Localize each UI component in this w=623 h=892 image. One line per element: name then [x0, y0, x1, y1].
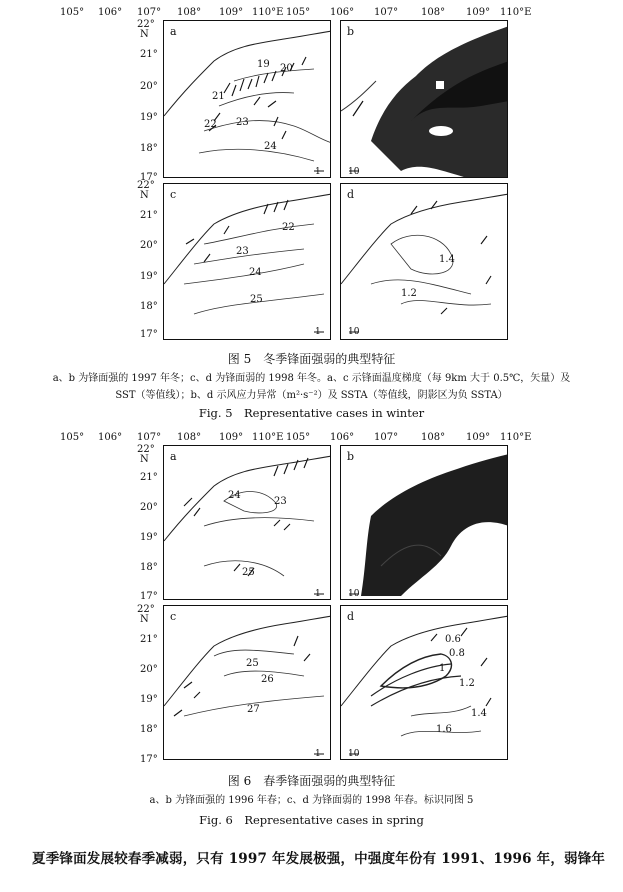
fig6-d-map — [341, 606, 508, 760]
fig6-panel-c — [163, 605, 331, 760]
panel-label: b — [347, 450, 355, 463]
scale-label: 10 — [348, 327, 360, 337]
fig5-lon-tick: 109° — [219, 7, 244, 18]
fig6-lon-tick: 108° — [421, 432, 446, 443]
fig6-lat-tick: 19° — [140, 532, 158, 543]
fig6-lat-tick: 22° — [137, 604, 155, 615]
fig6-panel-b — [340, 445, 508, 600]
contour-label: 1.2 — [459, 678, 475, 689]
scale-label: 10 — [348, 749, 360, 759]
fig5-lat-tick: 22° — [137, 180, 155, 191]
fig5-lat-top: 22° — [137, 19, 155, 30]
fig6-lat-tick: 18° — [140, 724, 158, 735]
fig5-panel-d — [340, 183, 508, 340]
fig5-lat-tick: 20° — [140, 240, 158, 251]
fig5-caption-line2: SST（等值线）；b、d 示风应力异常（m²·s⁻²）及 SSTA（等值线，阴影区为负 SSTA） — [115, 390, 508, 401]
fig6-lon-tick: 110°E — [500, 432, 532, 443]
fig6-lon-tick: 107° — [374, 432, 399, 443]
panel-label: a — [170, 450, 177, 463]
fig5-lon-tick: 110°E — [252, 7, 284, 18]
contour-label: 21 — [212, 91, 225, 102]
fig5-lon-tick: 105° — [60, 7, 85, 18]
fig6-lat-tick: 20° — [140, 664, 158, 675]
contour-label: 1 — [439, 663, 446, 674]
fig6-lat-n: N — [140, 454, 149, 465]
contour-label: 22 — [204, 119, 217, 130]
fig6-lat-tick: 21° — [140, 634, 158, 645]
contour-label: 1.4 — [471, 708, 487, 719]
fig5-lon-tick: 109° — [466, 7, 491, 18]
fig6-lon-tick: 105° — [60, 432, 85, 443]
scale-label: 1 — [315, 589, 321, 599]
contour-label: 24 — [249, 267, 262, 278]
contour-label: 1.2 — [401, 288, 417, 299]
fig6-lat-tick: 19° — [140, 694, 158, 705]
fig5-panel-a — [163, 20, 331, 178]
contour-label: 24 — [264, 141, 277, 152]
fig6-caption-title: 图 6 春季锋面强弱的典型特征 — [227, 774, 396, 788]
fig5-c-map — [164, 184, 331, 340]
contour-label: 27 — [247, 704, 260, 715]
contour-label: 24 — [228, 490, 241, 501]
fig5-caption-title: 图 5 冬季锋面强弱的典型特征 — [227, 352, 396, 366]
fig5-lon-tick: 105° — [286, 7, 311, 18]
scale-label: 1 — [315, 749, 321, 759]
fig6-lon-tick: 106° — [330, 432, 355, 443]
fig5-lat-n: N — [140, 29, 149, 40]
contour-label: 19 — [257, 59, 270, 70]
fig5-lat-tick: 21° — [140, 49, 158, 60]
fig5-a-map — [164, 21, 331, 178]
scale-label: 1 — [315, 327, 321, 337]
fig6-caption-en: Fig. 6 Representative cases in spring — [199, 813, 424, 827]
fig5-lat-tick: N — [140, 190, 149, 201]
fig6-lat-tick: 18° — [140, 562, 158, 573]
fig6-lon-tick: 105° — [286, 432, 311, 443]
fig6-c-map — [164, 606, 331, 760]
panel-label: d — [347, 610, 355, 623]
fig5-lon-tick: 108° — [177, 7, 202, 18]
fig6-lon-tick: 108° — [177, 432, 202, 443]
fig5-lon-tick: 106° — [330, 7, 355, 18]
panel-label: c — [170, 188, 177, 201]
contour-label: 25 — [242, 567, 255, 578]
panel-label: c — [170, 610, 177, 623]
fig5-lat-tick: 21° — [140, 210, 158, 221]
fig6-lat-tick: 20° — [140, 502, 158, 513]
fig5-lat-tick: 19° — [140, 112, 158, 123]
contour-label: 23 — [274, 496, 287, 507]
fig6-panel-a — [163, 445, 331, 600]
contour-label: 20 — [280, 63, 293, 74]
scale-label: 10 — [348, 167, 360, 177]
fig6-lat-tick: 17° — [140, 591, 158, 602]
fig6-lon-tick: 107° — [137, 432, 162, 443]
fig6-lat-tick: N — [140, 614, 149, 625]
contour-label: 1.4 — [439, 254, 455, 265]
contour-label: 1.6 — [436, 724, 452, 735]
fig5-lat-tick: 17° — [140, 172, 158, 183]
contour-label: 0.6 — [445, 634, 461, 645]
fig5-lon-tick: 108° — [421, 7, 446, 18]
contour-label: 25 — [250, 294, 263, 305]
fig5-lat-tick: 19° — [140, 271, 158, 282]
panel-label: a — [170, 25, 177, 38]
fig6-caption-line1: a、b 为锋面强的 1996 年春；c、d 为锋面弱的 1998 年春。标识同图 5 — [149, 795, 474, 806]
scale-label: 10 — [348, 589, 360, 599]
fig6-b-map — [341, 446, 508, 600]
scale-label: 1 — [315, 167, 321, 177]
fig6-lon-tick: 106° — [98, 432, 123, 443]
fig5-lon-tick: 107° — [374, 7, 399, 18]
fig5-panel-b — [340, 20, 508, 178]
fig6-lon-tick: 109° — [466, 432, 491, 443]
fig6-lon-tick: 110°E — [252, 432, 284, 443]
fig6-lat-tick: 17° — [140, 754, 158, 765]
contour-label: 0.8 — [449, 648, 465, 659]
contour-label: 25 — [246, 658, 259, 669]
contour-label: 22 — [282, 222, 295, 233]
panel-label: d — [347, 188, 355, 201]
fig5-caption-en: Fig. 5 Representative cases in winter — [198, 406, 425, 420]
fig5-lon-tick: 106° — [98, 7, 123, 18]
fig6-lat-top: 22° — [137, 444, 155, 455]
fig5-b-map — [341, 21, 508, 178]
fig5-d-map — [341, 184, 508, 340]
fig6-lat-tick: 21° — [140, 472, 158, 483]
fig5-panel-c — [163, 183, 331, 340]
fig5-lat-tick: 18° — [140, 301, 158, 312]
contour-label: 23 — [236, 117, 249, 128]
fig5-lat-tick: 17° — [140, 329, 158, 340]
contour-label: 23 — [236, 246, 249, 257]
fig5-caption-line1: a、b 为锋面强的 1997 年冬；c、d 为锋面弱的 1998 年冬。a、c 示锋面温度梯度（每 9km 大于 0.5℃，矢量）及 — [52, 373, 571, 384]
fig6-lon-tick: 109° — [219, 432, 244, 443]
fig6-panel-d — [340, 605, 508, 760]
fig5-lon-tick: 110°E — [500, 7, 532, 18]
panel-label: b — [347, 25, 355, 38]
fig5-lat-tick: 20° — [140, 81, 158, 92]
contour-label: 26 — [261, 674, 274, 685]
body-paragraph: 夏季锋面发展较春季减弱，只有 1997 年发展极强，中强度年份有 1991、1996 年，弱锋年 — [32, 851, 606, 867]
fig5-lat-tick: 18° — [140, 143, 158, 154]
fig5-lon-tick: 107° — [137, 7, 162, 18]
